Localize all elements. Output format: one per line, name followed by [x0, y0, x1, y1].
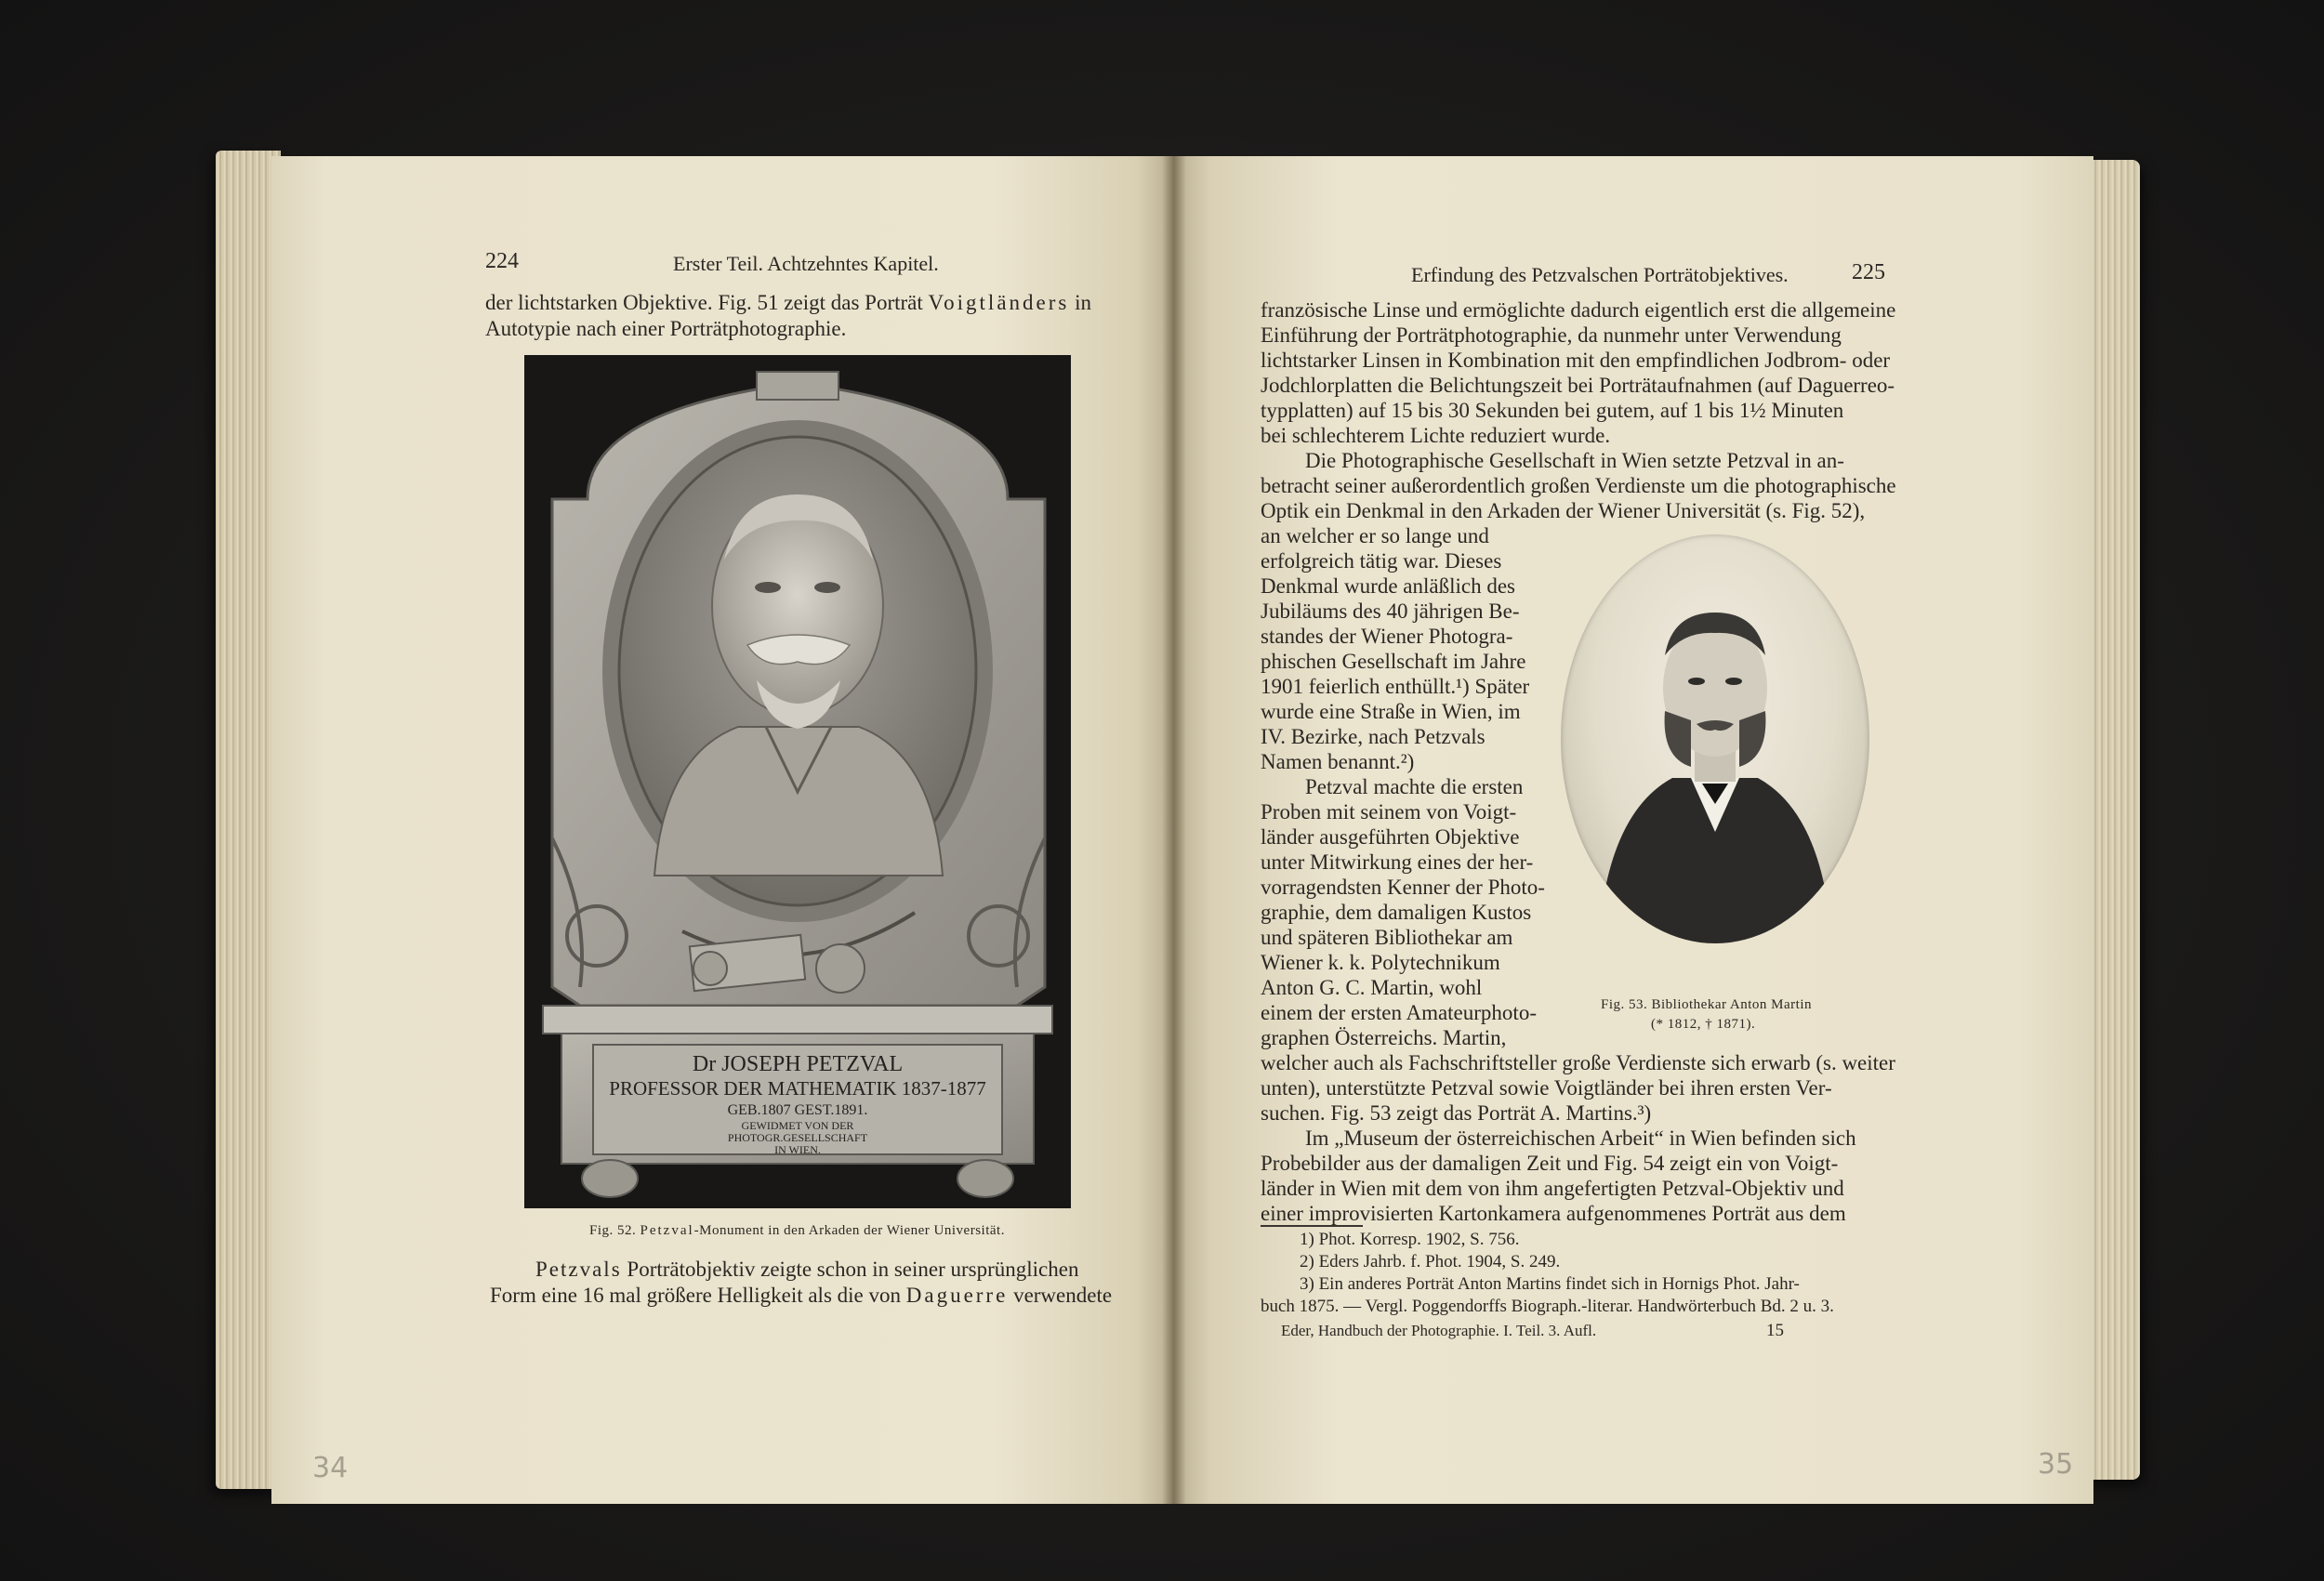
figure-52-monument-image: [524, 355, 1071, 1208]
figure-53-caption-2: (* 1812, † 1871).: [1651, 1017, 1756, 1032]
column-line-5: standes der Wiener Photogra-: [1261, 625, 1513, 648]
closing-line-1: [535, 1257, 1078, 1282]
page-number-left: 224: [485, 249, 519, 273]
body-line-8: betracht seiner außerordentlich großen Verdienste um die photographische: [1261, 474, 1896, 497]
column-line-18: Wiener k. k. Polytechnikum: [1261, 951, 1500, 974]
figure-53-martin-portrait: [1561, 534, 1869, 943]
column-line-9: IV. Bezirke, nach Petzvals: [1261, 725, 1486, 748]
figure-53-caption-1: Fig. 53. Bibliothekar Anton Martin: [1601, 997, 1812, 1012]
column-line-8: wurde eine Straße in Wien, im: [1261, 700, 1521, 723]
column-line-13: länder ausgeführten Objektive: [1261, 825, 1520, 849]
column-line-14: unter Mitwirkung eines der her-: [1261, 850, 1534, 874]
inscription-line-5: PHOTOGR.GESELLSCHAFT: [727, 1131, 868, 1144]
inscription-line-4: GEWIDMET VON DER: [741, 1119, 854, 1132]
pencil-mark-right: 35: [2038, 1448, 2074, 1481]
fig-52-rest: -Monument in den Arkaden der Wiener Universität.: [693, 1223, 1005, 1238]
column-line-11: Petzval machte die ersten: [1305, 775, 1524, 798]
column-line-7: 1901 feierlich enthüllt.¹) Später: [1261, 675, 1530, 698]
intro-line-1-a: der lichtstarken Objektive. Fig. 51 zeigt das Porträt: [485, 291, 929, 314]
body-line-9: Optik ein Denkmal in den Arkaden der Wiener Universität (s. Fig. 52),: [1261, 499, 1866, 522]
running-head-left: Erster Teil. Achtzehntes Kapitel.: [673, 252, 939, 275]
column-line-16: graphie, dem damaligen Kustos: [1261, 901, 1532, 924]
column-line-1: an welcher er so lange und: [1261, 524, 1489, 547]
column-line-6: phischen Gesellschaft im Jahre: [1261, 650, 1526, 673]
footnote-1: 1) Phot. Korresp. 1902, S. 756.: [1300, 1230, 1520, 1249]
inscription-line-6: IN WIEN.: [774, 1143, 821, 1156]
body-line-7: Die Photographische Gesellschaft in Wien setzte Petzval in an-: [1305, 449, 1844, 472]
footnote-rule: [1261, 1225, 1363, 1227]
figure-52-caption: [589, 1219, 1005, 1244]
inscription-line-3: GEB.1807 GEST.1891.: [727, 1102, 868, 1118]
footnote-4: buch 1875. — Vergl. Poggendorffs Biograph.-literar. Handwörterbuch Bd. 2 u. 3.: [1261, 1297, 1834, 1316]
after-line-6: länder in Wien mit dem von ihm angefertigten Petzval-Objektiv und: [1261, 1177, 1844, 1200]
closing-line-2-a: Form eine 16 mal größere Helligkeit als die von: [490, 1284, 906, 1307]
after-line-3: suchen. Fig. 53 zeigt das Porträt A. Martins.³): [1261, 1101, 1652, 1125]
page-number-right: 225: [1852, 260, 1885, 284]
closing-line-1-name: Petzvals: [535, 1258, 622, 1281]
monument-relief-drawing: [524, 355, 1071, 1208]
closing-line-1-b: Porträtobjektiv zeigte schon in seiner ursprünglichen: [621, 1258, 1079, 1281]
footnote-2: 2) Eders Jahrb. f. Phot. 1904, S. 249.: [1300, 1252, 1561, 1271]
after-line-4: Im „Museum der österreichischen Arbeit“ in Wien befinden sich: [1305, 1126, 1856, 1150]
closing-line-2: [490, 1283, 1112, 1308]
after-line-2: unten), unterstützte Petzval sowie Voigtländer bei ihren ersten Ver-: [1261, 1076, 1832, 1100]
inscription-line-1: Dr JOSEPH PETZVAL: [692, 1052, 904, 1076]
fig-52-prefix: Fig. 52.: [589, 1223, 637, 1238]
after-line-7: einer improvisierten Kartonkamera aufgenommenes Porträt aus dem: [1261, 1202, 1846, 1225]
closing-line-2-c: verwendete: [1008, 1284, 1113, 1307]
after-line-1: welcher auch als Fachschriftsteller große Verdienste sich erwarb (s. weiter: [1261, 1051, 1895, 1074]
body-line-1: französische Linse und ermöglichte dadurch eigentlich erst die allgemeine: [1261, 298, 1896, 322]
signature-number: 15: [1766, 1321, 1784, 1340]
column-line-19: Anton G. C. Martin, wohl: [1261, 976, 1483, 999]
body-line-6: bei schlechterem Lichte reduziert wurde.: [1261, 424, 1611, 447]
body-line-5: typplatten) auf 15 bis 30 Sekunden bei gutem, auf 1 bis 1½ Minuten: [1261, 399, 1844, 422]
book-gutter: [1162, 156, 1186, 1504]
fig-52-name: Petzval: [640, 1223, 694, 1238]
body-line-4: Jodchlorplatten die Belichtungszeit bei Porträtaufnahmen (auf Daguerreo-: [1261, 374, 1895, 397]
column-line-12: Proben mit seinem von Voigt-: [1261, 800, 1517, 823]
column-line-3: Denkmal wurde anläßlich des: [1261, 574, 1515, 598]
intro-line-1-c: in: [1069, 291, 1091, 314]
body-line-3: lichtstarker Linsen in Kombination mit den empfindlichen Jodbrom- oder: [1261, 349, 1891, 372]
intro-line-2: Autotypie nach einer Porträtphotographie.: [485, 317, 847, 340]
column-line-17: und späteren Bibliothekar am: [1261, 926, 1513, 949]
column-line-2: erfolgreich tätig war. Dieses: [1261, 549, 1502, 573]
after-line-5: Probebilder aus der damaligen Zeit und Fig. 54 zeigt ein von Voigt-: [1261, 1152, 1839, 1175]
inscription-line-2: PROFESSOR DER MATHEMATIK 1837-1877: [609, 1077, 986, 1100]
body-line-2: Einführung der Porträtphotographie, da nunmehr unter Verwendung: [1261, 323, 1842, 347]
intro-line-1-name: Voigtländers: [928, 291, 1070, 314]
portrait-drawing: [1561, 534, 1869, 943]
column-line-20: einem der ersten Amateurphoto-: [1261, 1001, 1537, 1024]
intro-line-1: [485, 290, 1091, 315]
signature-line: Eder, Handbuch der Photographie. I. Teil. 3. Aufl.: [1281, 1322, 1597, 1339]
column-line-21: graphen Österreichs. Martin,: [1261, 1026, 1507, 1049]
running-head-right: Erfindung des Petzvalschen Porträtobjektives.: [1411, 263, 1789, 286]
pencil-mark-left: 34: [312, 1452, 349, 1484]
column-line-10: Namen benannt.²): [1261, 750, 1415, 773]
column-line-15: vorragendsten Kenner der Photo-: [1261, 876, 1545, 899]
footnote-3: 3) Ein anderes Porträt Anton Martins findet sich in Hornigs Phot. Jahr-: [1300, 1274, 1800, 1294]
column-line-4: Jubiläums des 40 jährigen Be-: [1261, 599, 1520, 623]
closing-line-2-name: Daguerre: [905, 1284, 1009, 1307]
